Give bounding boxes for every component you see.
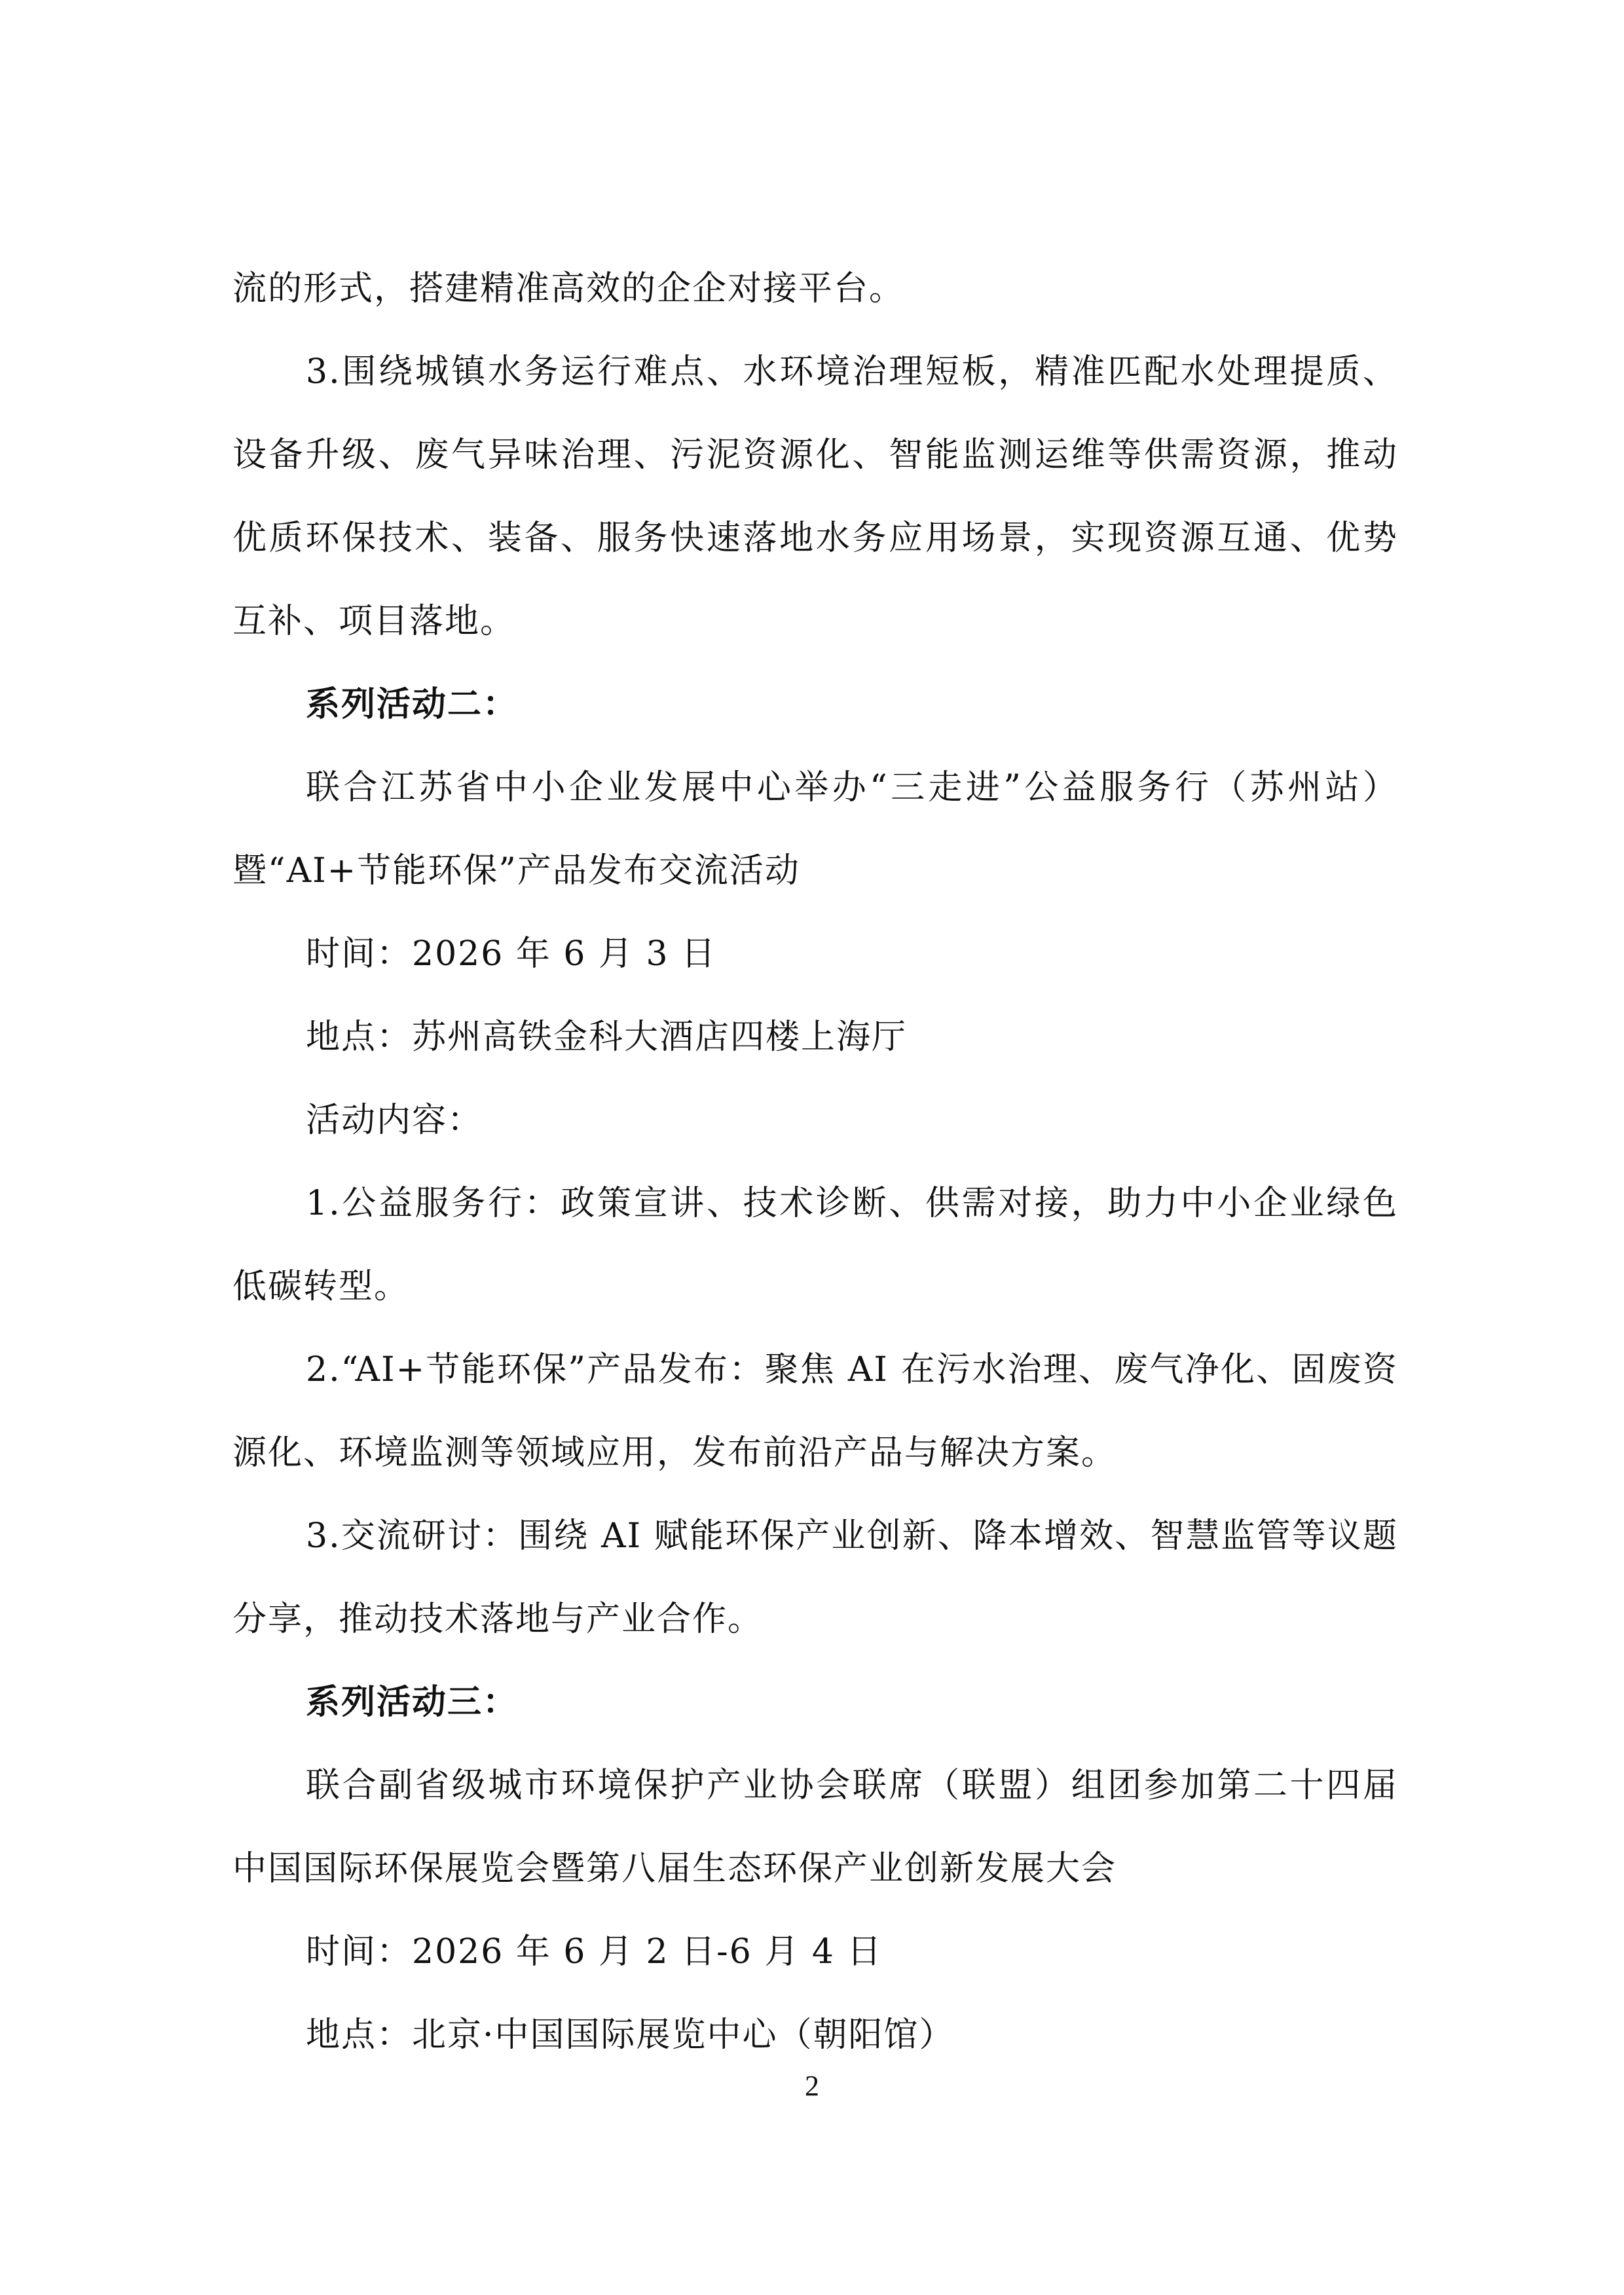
activity-2-title: 联合江苏省中小企业发展中心举办“三走进”公益服务行（苏州站）暨“AI+节能环保”产品发布交流活动 [232,768,1398,890]
activity-3-time: 时间：2026 年 6 月 2 日-6 月 4 日 [306,1932,883,1972]
activity-3-location: 地点：北京·中国国际展览中心（朝阳馆） [306,2015,955,2055]
document-body [232,248,1398,2077]
activity-2-location: 地点：苏州高铁金科大酒店四楼上海厅 [306,1018,908,1057]
section-heading-activity-3: 系列活动三： [306,1683,519,1722]
activity-2-time: 时间：2026 年 6 月 3 日 [306,934,717,974]
page-number: 2 [805,2070,819,2102]
paragraph-item-3: 3.围绕城镇水务运行难点、水环境治理短板，精准匹配水处理提质、设备升级、废气异味治理、污泥资源化、智能监测运维等供需资源，推动优质环保技术、装备、服务快速落地水务应用场景，实现资源互通、优势互补、项目落地。 [232,352,1398,641]
activity-2-content-label: 活动内容： [306,1101,483,1140]
section-heading-activity-2: 系列活动二： [306,685,519,724]
activity-2-content-item-3: 3.交流研讨：围绕 AI 赋能环保产业创新、降本增效、智慧监管等议题分享，推动技术落地与产业合作。 [232,1516,1398,1639]
activity-2-content-item-2: 2.“AI+节能环保”产品发布：聚焦 AI 在污水治理、废气净化、固废资源化、环境监测等领域应用，发布前沿产品与解决方案。 [232,1350,1398,1473]
paragraph-continuation: 流的形式，搭建精准高效的企企对接平台。 [232,269,905,308]
activity-3-title: 联合副省级城市环境保护产业协会联席（联盟）组团参加第二十四届中国国际环保展览会暨第八届生态环保产业创新发展大会 [232,1766,1398,1888]
activity-2-content-item-1: 1.公益服务行：政策宣讲、技术诊断、供需对接，助力中小企业绿色低碳转型。 [232,1184,1398,1306]
